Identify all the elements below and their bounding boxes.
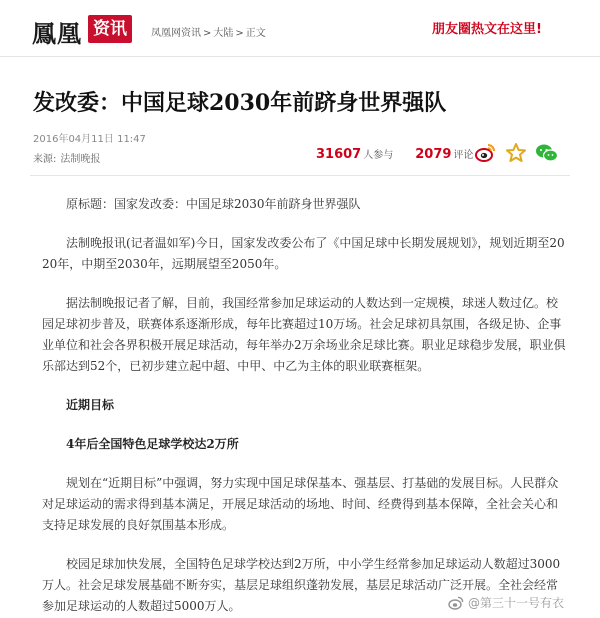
paragraph: 校园足球加快发展，全国特色足球学校达到2万所，中小学生经常参加足球运动人数超过3000万人。社会足球发展基础不断夯实，基层足球组织蓬勃发展，基层足球活动广泛开展。全社会经常参加足球运动的人数超过5000万人。 [42,557,561,613]
breadcrumb-sep: > [235,28,244,39]
source-line [33,150,104,165]
breadcrumb-item-home[interactable]: 凤凰网资讯 [151,28,201,39]
breadcrumb-item-article: 正文 [245,28,266,39]
weibo-share-icon[interactable] [474,142,496,164]
section-heading: 近期目标 [66,398,115,412]
paragraph: 原标题：国家发改委：中国足球2030年前跻身世界强队 [66,197,361,211]
article-title: 发改委：中国足球2030年前跻身世界强队 [33,90,447,116]
paragraph: 据法制晚报记者了解，目前，我国经常参加足球运动的人数达到一定规模，球迷人数过亿。校园足球初步普及，联赛体系逐渐形成，每年比赛超过10万场。社会足球初具氛围，各级足协、企事业单位和社会各界积极开展足球活动，每年举办2万余场业余足球比赛。职业足球稳步发展，职业俱乐部达到52个，已初步建立起中超、中甲、中乙为主体的职业联赛框架。 [42,296,566,373]
weibo-watermark-icon [448,596,464,610]
header-divider [0,56,600,57]
zixun-badge[interactable]: 资讯 [88,15,132,43]
meta-divider [30,175,570,176]
participants-label: 人参与 [363,150,394,161]
engagement-stats [316,146,473,162]
source-label: 来源: [33,154,57,165]
breadcrumb-sep: > [203,28,212,39]
favorite-star-icon[interactable] [505,142,527,164]
breadcrumb-item-mainland[interactable]: 大陆 [213,28,234,39]
comments-count[interactable]: 2079 [415,147,452,162]
publish-date: 2016年04月11日 11:47 [33,134,146,145]
paragraph: 法制晚报讯(记者温如军)今日，国家发改委公布了《中国足球中长期发展规划》，规划近期至2020年，中期至2030年，远期展望至2050年。 [42,236,565,271]
breadcrumb [150,24,267,39]
site-header [0,0,600,62]
section-subheading: 4年后全国特色足球学校达2万所 [66,437,239,451]
source-name[interactable]: 法制晚报 [60,154,101,165]
wechat-share-icon[interactable] [535,142,557,164]
weibo-watermark [448,594,564,611]
article-body [42,194,568,618]
phoenix-logo[interactable]: 鳳凰 [32,19,82,48]
comments-label: 评论 [453,150,474,161]
paragraph: 规划在“近期目标”中强调，努力实现中国足球保基本、强基层、打基础的发展目标。人民群众对足球运动的需求得到基本满足，开展足球活动的场地、时间、经费得到基本保障，全社会关心和支持足球发展的良好氛围基本形成。 [42,476,559,532]
participants-count[interactable]: 31607 [316,147,362,162]
watermark-text: @第三十一号有衣 [468,596,565,610]
promo-link[interactable]: 朋友圈热文在这里! [432,22,542,37]
